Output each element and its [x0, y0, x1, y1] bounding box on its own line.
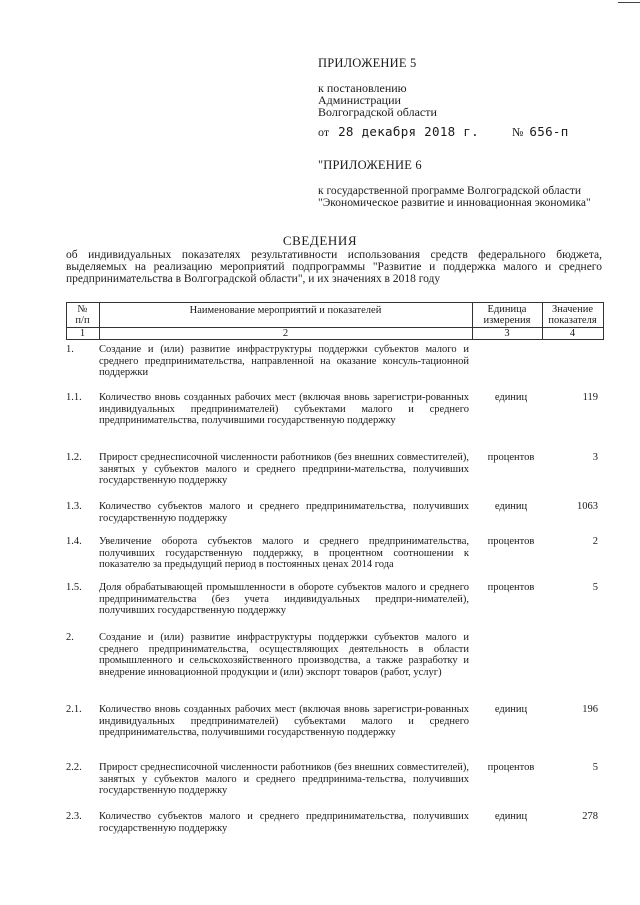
row-text: Создание и (или) развитие инфраструктуры поддержки субъектов малого и среднего предпринимательства, осуществляющих деятельность в области промышленного и сельскохозяйственного производства, а также разработку и внедрение инновационной продукции и (или) экспорт товаров (работ, услуг) [99, 632, 469, 678]
row-text: Количество вновь созданных рабочих мест (включая вновь зарегистри-рованных индивидуальных предпринимателей) субъектами малого и среднего предпринимательства, получившими государственную поддержку [99, 704, 469, 738]
row-number: 1.1. [66, 392, 82, 403]
row-value: 3 [592, 452, 598, 463]
number-value: 656-п [529, 124, 569, 139]
row-value: 5 [592, 762, 598, 773]
row-text: Количество субъектов малого и среднего предпринимательства, получивших государственную поддержку [99, 811, 469, 834]
row-text: Количество субъектов малого и среднего предпринимательства, получивших государственную поддержку [99, 501, 469, 524]
resolution-line: Волгоградской области [318, 105, 437, 119]
col-number: 1 [79, 328, 86, 339]
row-text: Количество вновь созданных рабочих мест (включая вновь зарегистри-рованных индивидуальных предпринимателей) субъектами малого и среднего предпринимательства, получившими государственную поддержку [99, 392, 469, 426]
row-number: 2.3. [66, 811, 82, 822]
program-reference [318, 185, 618, 209]
table-header [66, 302, 604, 340]
row-value: 196 [582, 704, 598, 715]
col-number: 2 [282, 328, 289, 339]
resolution-line: Администрации [318, 93, 401, 107]
row-value: 278 [582, 811, 598, 822]
row-unit: процентов [487, 452, 535, 463]
date-prefix: от [318, 125, 330, 139]
header-unit: Единица измерения [483, 304, 531, 326]
document-subtitle: об индивидуальных показателях результативности использования средств федерального бюджета, выделяемых на реализацию мероприятий подпрограммы "Развитие и поддержка малого и среднего предпринимательства в Волгоградской области", и их значениях в 2018 году [66, 249, 602, 285]
number-prefix: № [511, 125, 524, 139]
col-number: 3 [504, 328, 510, 339]
row-text: Доля обрабатывающей промышленности в обороте субъектов малого и среднего предпринимательства (без учета индивидуальных предпри-нимателей), получивших государственную поддержку [99, 582, 469, 616]
row-unit: процентов [487, 762, 535, 773]
row-text: Увеличение оборота субъектов малого и среднего предпринимательства, получивших государственную поддержку, в процентном соотношении к показателю за предыдущий период в постоянных ценах 2014 года [99, 536, 469, 570]
row-value: 1063 [577, 501, 598, 512]
table-column-numbers [66, 328, 604, 340]
row-unit: единиц [494, 704, 528, 715]
appendix-title: ПРИЛОЖЕНИЕ 5 [318, 56, 417, 70]
row-number: 1.3. [66, 501, 82, 512]
resolution-date-line [318, 124, 628, 140]
row-number: 2.2. [66, 762, 82, 773]
date-value: 28 декабря 2018 г. [338, 124, 479, 139]
row-unit: процентов [487, 536, 535, 547]
resolution-reference [318, 82, 628, 118]
row-value: 2 [592, 536, 598, 547]
row-number: 2.1. [66, 704, 82, 715]
row-text: Прирост среднесписочной численности работников (без внешних совместителей), занятых у субъектов малого и среднего предприни-мательства, получивших государственную поддержку [99, 452, 469, 486]
row-text: Создание и (или) развитие инфраструктуры поддержки субъектов малого и среднего предпринимательства, направленной на оказание консуль-тационной поддержки [99, 344, 469, 378]
row-unit: процентов [487, 582, 535, 593]
row-number: 1. [66, 344, 74, 355]
col-number: 4 [569, 328, 576, 339]
row-number: 1.5. [66, 582, 82, 593]
row-number: 2. [66, 632, 74, 643]
page-edge-mark [618, 2, 640, 3]
table-header-row [66, 302, 604, 328]
header-name: Наименование мероприятий и показателей [189, 305, 382, 316]
document-title: СВЕДЕНИЯ [282, 233, 358, 248]
resolution-line: к постановлению [318, 81, 407, 95]
program-line: "Экономическое развитие и инновационная экономика" [318, 197, 591, 209]
row-number: 1.2. [66, 452, 82, 463]
row-unit: единиц [494, 811, 528, 822]
row-unit: единиц [494, 392, 528, 403]
row-value: 119 [582, 392, 598, 403]
header-num: № п/п [75, 304, 90, 326]
program-line: к государственной программе Волгоградской области [318, 185, 581, 197]
appendix-title-secondary: "ПРИЛОЖЕНИЕ 6 [318, 158, 422, 172]
row-unit: единиц [494, 501, 528, 512]
row-value: 5 [592, 582, 598, 593]
header-value: Значение показателя [548, 304, 597, 326]
row-text: Прирост среднесписочной численности работников (без внешних совместителей), занятых у субъектов малого и среднего предпринима-тельства, получивших государственную поддержку [99, 762, 469, 796]
row-number: 1.4. [66, 536, 82, 547]
